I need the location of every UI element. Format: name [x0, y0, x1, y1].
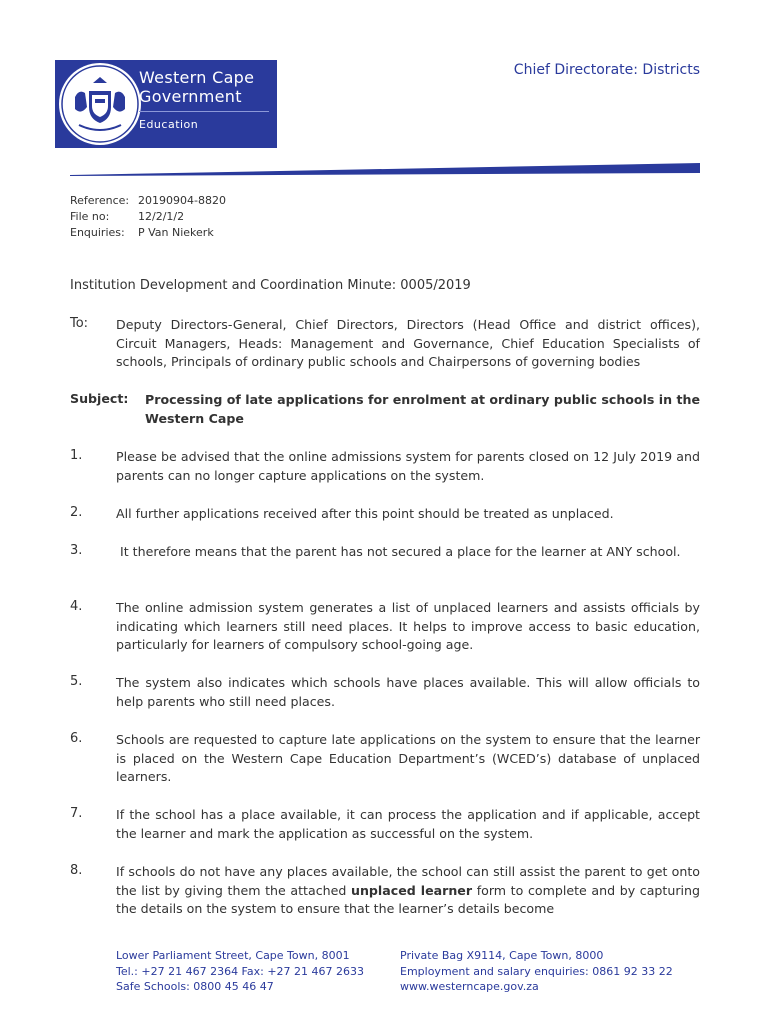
paragraph-number: 2. [70, 505, 83, 520]
paragraph-number: 3. [70, 543, 83, 558]
to-recipients: Deputy Directors-General, Chief Directors, Directors (Head Office and district offices), Circuit Managers, Heads: Management and Governance, Chief Education Specialists of schools, Principals of ordinary public schools and Chairpersons of governing bodies [116, 317, 700, 370]
paragraph-number: 6. [70, 731, 83, 746]
footer-website-link[interactable]: www.westerncape.gov.za [400, 980, 539, 993]
enquiries-label: Enquiries: [70, 226, 125, 239]
to-label: To: [70, 316, 89, 331]
minute-title: Institution Development and Coordination Minute: 0005/2019 [70, 278, 471, 293]
paragraph-number: 7. [70, 806, 83, 821]
reference-label: Reference: [70, 194, 130, 207]
paragraph-text-part: If schools do not have any places available, the school can still assist the parent to get onto the list by giving them the attached [116, 864, 700, 898]
paragraph-text-part: form to complete and by capturing the details on the system to ensure that the learner’s details become [116, 882, 700, 917]
paragraph-text: The online admission system generates a list of unplaced learners and assists officials by indicating which learners still need places. It helps to improve access to basic education, particularly for learners of compulsory school-going age. [116, 600, 700, 653]
footer-postal: Private Bag X9114, Cape Town, 8000 [400, 949, 604, 962]
paragraph-number: 8. [70, 863, 83, 878]
paragraph-number: 1. [70, 448, 83, 463]
enquiries-value: P Van Niekerk [138, 226, 214, 239]
footer-address-right [400, 948, 673, 995]
footer-address-left [116, 948, 364, 995]
paragraph-number: 4. [70, 599, 83, 614]
paragraph-text [116, 863, 700, 919]
footer-enquiries: Employment and salary enquiries: 0861 92 33 22 [400, 964, 673, 978]
directorate-heading: Chief Directorate: Districts [513, 62, 700, 78]
coat-of-arms-icon [59, 63, 141, 145]
logo-department: Education [139, 118, 199, 131]
footer-street: Lower Parliament Street, Cape Town, 8001 [116, 949, 350, 962]
paragraph-text: Please be advised that the online admissions system for parents closed on 12 July 2019 and parents can no longer capture applications on the system. [116, 449, 700, 483]
government-logo [55, 60, 277, 148]
subject-text: Processing of late applications for enrolment at ordinary public schools in the Western Cape [145, 392, 700, 426]
paragraph-text: If the school has a place available, it can process the application and if applicable, accept the learner and mark the application as successful on the system. [116, 807, 700, 841]
unplaced-learner-emphasis: unplaced learner [350, 882, 473, 898]
paragraph-number: 5. [70, 674, 83, 689]
paragraph-text: All further applications received after this point should be treated as unplaced. [116, 506, 614, 521]
paragraph-text: The system also indicates which schools have places available. This will allow officials to help parents who still need places. [116, 675, 700, 709]
logo-title-line2: Government [139, 87, 242, 106]
file-no-value: 12/2/1/2 [138, 210, 185, 223]
logo-title-line1: Western Cape [139, 68, 255, 87]
logo-divider [139, 111, 269, 112]
footer-safe-schools: Safe Schools: 0800 45 46 47 [116, 980, 274, 993]
subject-label: Subject: [70, 391, 129, 406]
reference-value: 20190904-8820 [138, 194, 226, 207]
file-no-label: File no: [70, 210, 110, 223]
footer-phone: Tel.: +27 21 467 2364 Fax: +27 21 467 2633 [116, 964, 365, 978]
paragraph-text: Schools are requested to capture late applications on the system to ensure that the learner is placed on the Western Cape Education Department’s (WCED’s) database of unplaced learners. [116, 732, 700, 785]
header-rule [70, 160, 700, 176]
paragraph-text: It therefore means that the parent has not secured a place for the learner at ANY school. [116, 544, 681, 559]
